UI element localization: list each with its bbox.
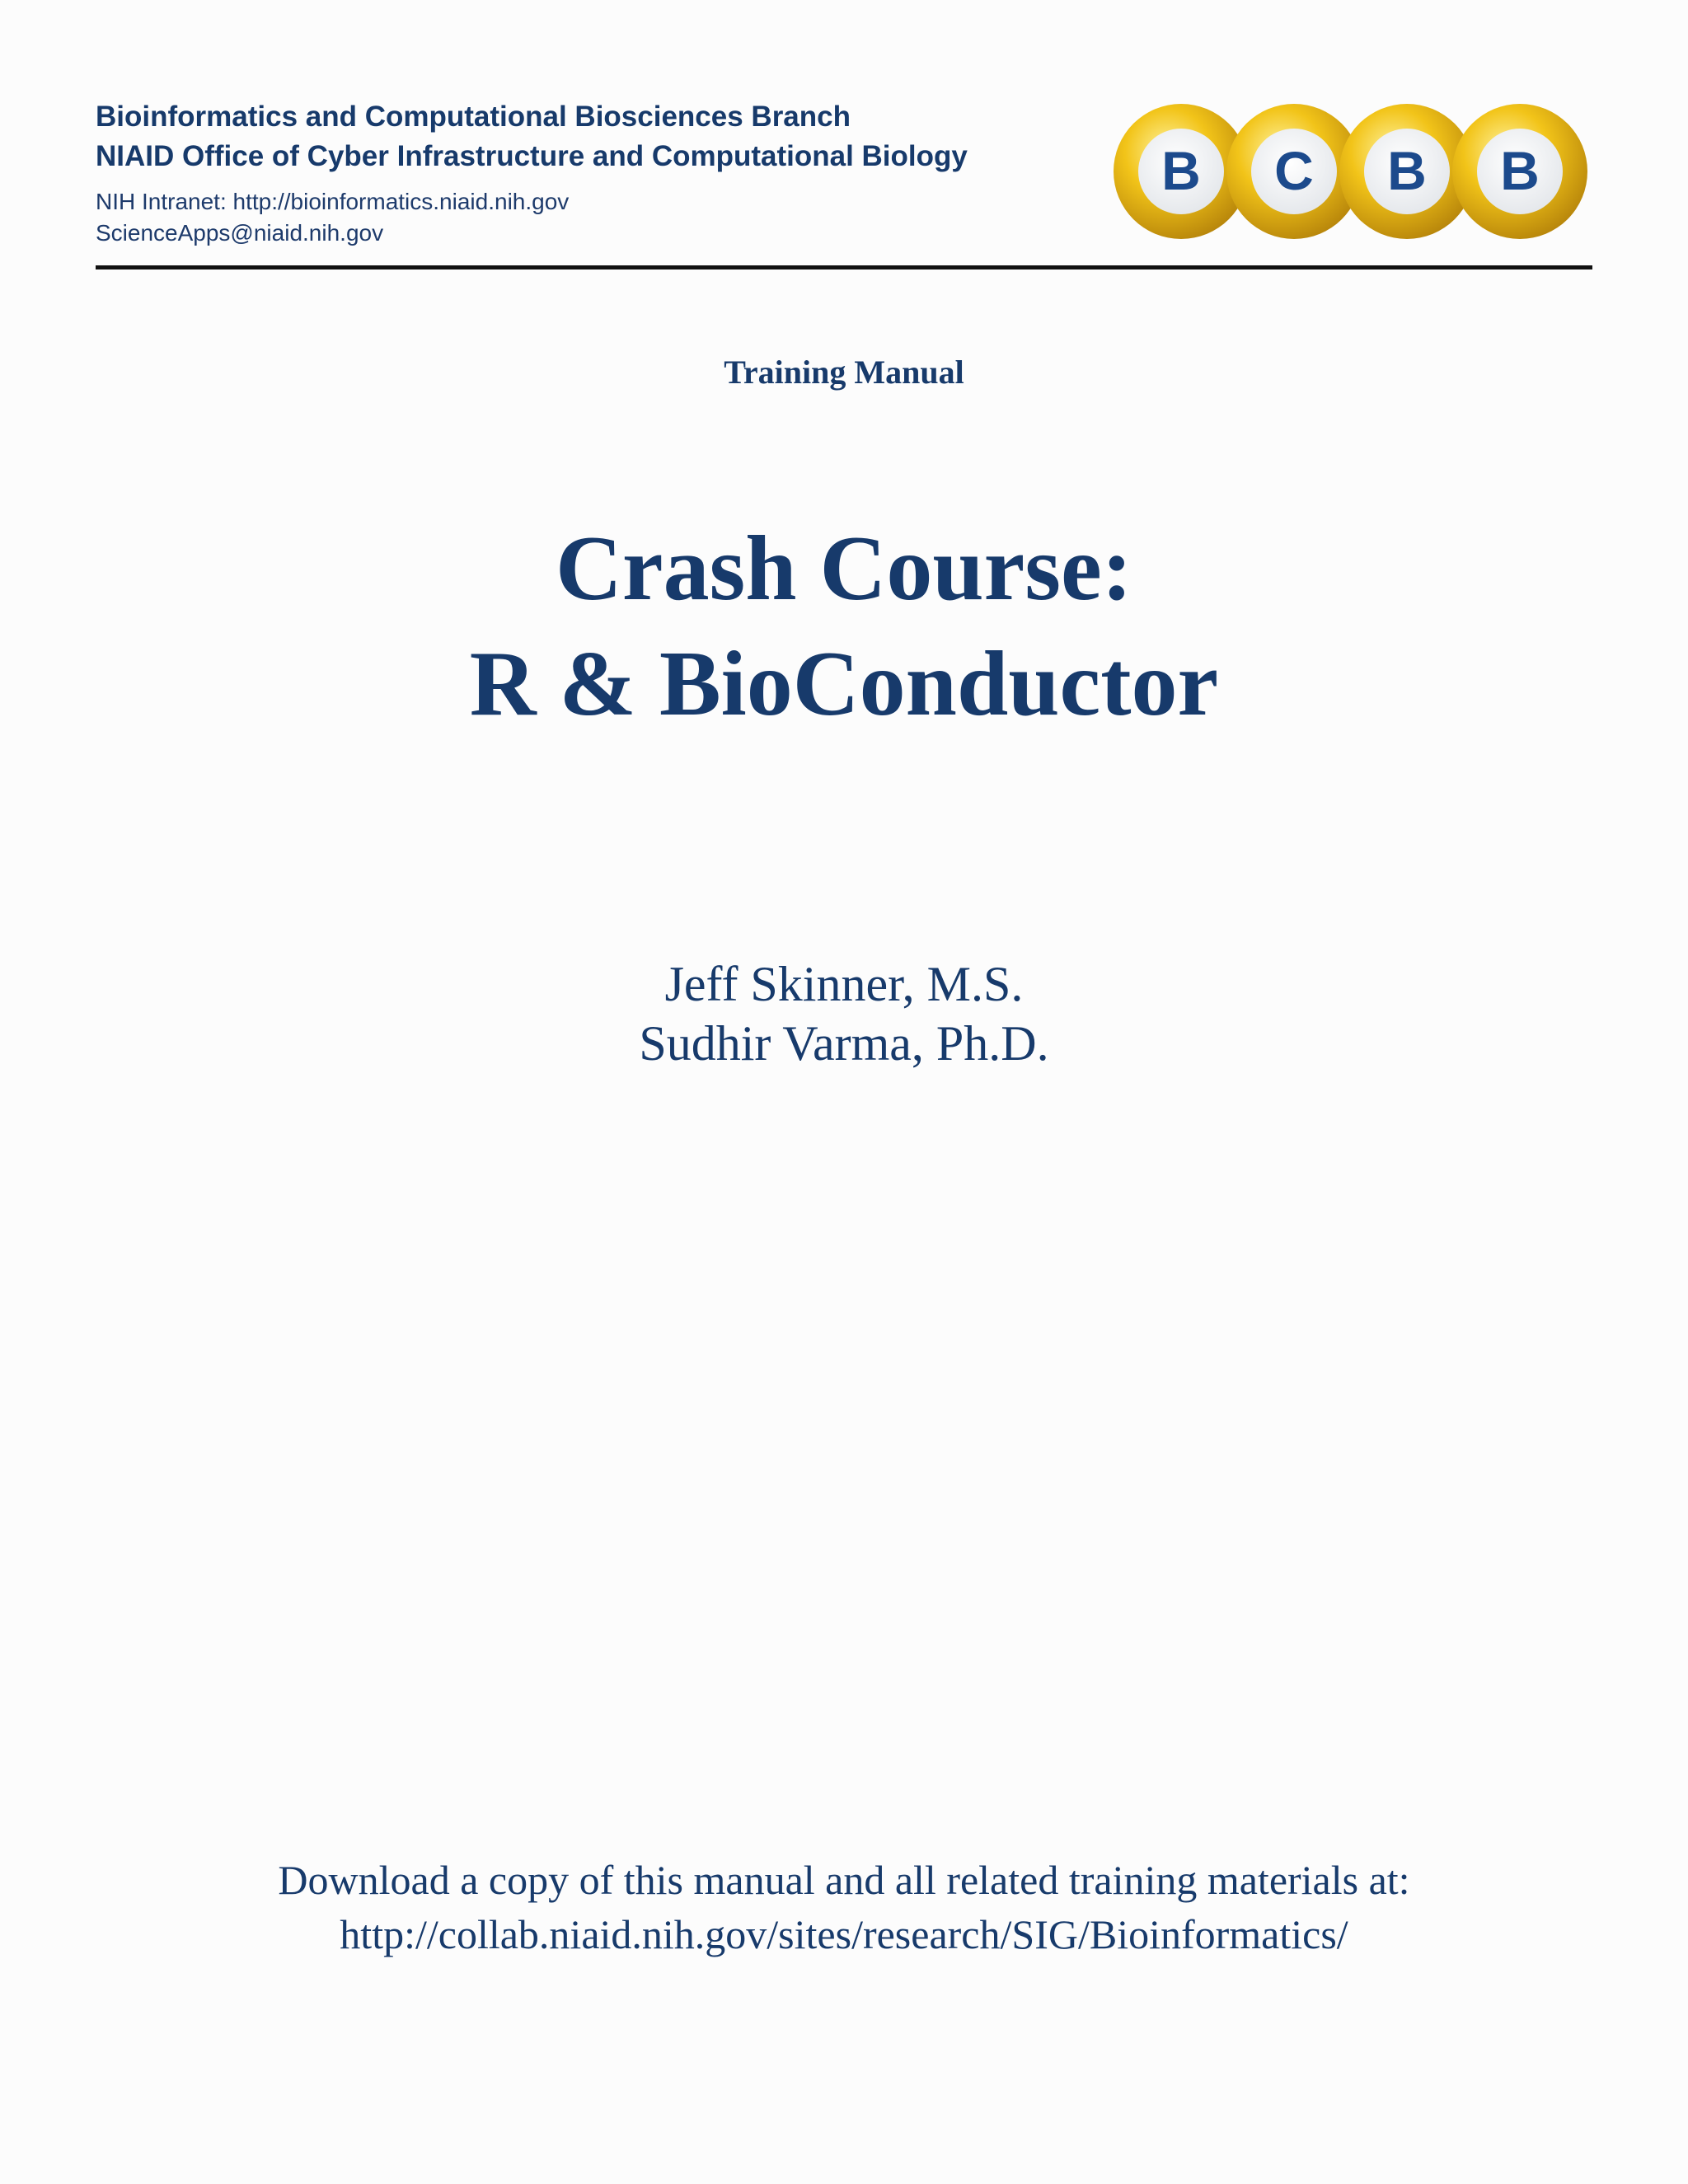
download-notice <box>0 1853 1688 1961</box>
title-line-2: R & BioConductor <box>469 633 1219 735</box>
author-2: Sudhir Varma, Ph.D. <box>639 1016 1049 1071</box>
org-office-name: NIAID Office of Cyber Infrastructure and Computational Biology <box>96 140 968 172</box>
download-text: Download a copy of this manual and all related training materials at: <box>278 1857 1410 1903</box>
authors <box>0 954 1688 1073</box>
logo-letter-2: C <box>1274 140 1314 201</box>
bcbb-logo <box>1111 97 1589 246</box>
logo-letter-3: B <box>1387 140 1427 201</box>
header-rule <box>96 265 1592 269</box>
author-1: Jeff Skinner, M.S. <box>664 957 1024 1011</box>
download-url-link[interactable]: http://collab.niaid.nih.gov/sites/research/SIG/Bioinformatics/ <box>340 1911 1348 1957</box>
org-branch-name: Bioinformatics and Computational Biosciences Branch <box>96 101 851 133</box>
document-title <box>0 511 1688 742</box>
document-type-label: Training Manual <box>724 354 964 391</box>
title-line-1: Crash Course: <box>556 518 1132 620</box>
intranet-link[interactable]: NIH Intranet: http://bioinformatics.niaid.nih.gov <box>96 189 570 214</box>
logo-circle-4 <box>1452 104 1587 239</box>
email-link[interactable]: ScienceApps@niaid.nih.gov <box>96 220 384 246</box>
logo-letter-4: B <box>1500 140 1540 201</box>
logo-letter-1: B <box>1161 140 1201 201</box>
